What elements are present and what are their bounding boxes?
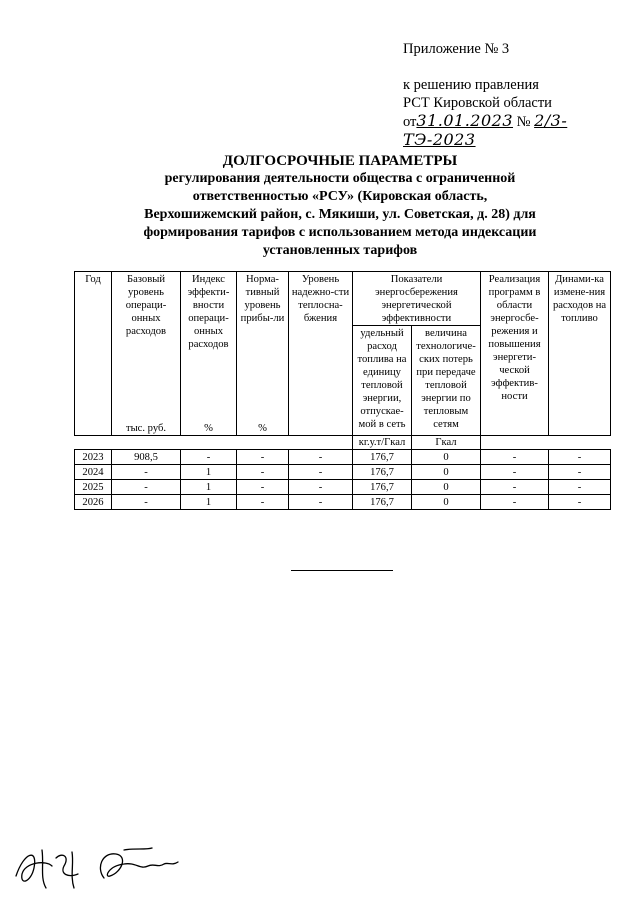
header-programs: Реализация программ в области энергосбе-режения и повышения энергети-ческой эффектив-ности	[481, 272, 549, 436]
cell-norm: -	[237, 465, 289, 480]
units-row-2	[75, 436, 611, 450]
signature-2	[100, 848, 178, 878]
cell-losses: 0	[412, 480, 481, 495]
cell-year: 2025	[75, 480, 112, 495]
title-main: ДОЛГОСРОЧНЫЕ ПАРАМЕТРЫ	[222, 153, 458, 169]
date-prefix: от	[403, 114, 417, 130]
table-row	[75, 495, 611, 510]
cell-year: 2023	[75, 450, 112, 465]
appendix-spacer	[403, 58, 623, 76]
header-fuel-dynamics: Динами-ка измене-ния расходов на топливо	[549, 272, 611, 436]
cell-norm: -	[237, 480, 289, 495]
header-heat-losses: величина технологиче-ских потерь при передаче тепловой энергии по тепловым сетям	[412, 326, 481, 436]
signature-1	[16, 850, 78, 888]
unit-base: тыс. руб.	[112, 422, 181, 436]
title-line-4: формирования тарифов с использованием метода индексации	[143, 225, 537, 240]
cell-fuel: 176,7	[353, 495, 412, 510]
cell-index: 1	[181, 465, 237, 480]
cell-programs: -	[481, 480, 549, 495]
unit-index: %	[181, 422, 237, 436]
cell-year: 2026	[75, 495, 112, 510]
table-row	[75, 480, 611, 495]
cell-programs: -	[481, 495, 549, 510]
table-row	[75, 450, 611, 465]
header-year: Год	[75, 272, 112, 423]
title-line-3: Верхошижемский район, с. Мякиши, ул. Советская, д. 28) для	[144, 207, 536, 222]
cell-dynamics: -	[549, 450, 611, 465]
appendix-block	[403, 40, 623, 150]
cell-fuel: 176,7	[353, 465, 412, 480]
cell-index: 1	[181, 495, 237, 510]
cell-base: -	[112, 495, 181, 510]
title-line-2: ответственностью «РСУ» (Кировская область,	[192, 189, 488, 204]
table-row	[75, 465, 611, 480]
appendix-line-2: РСТ Кировской области	[403, 95, 552, 111]
cell-programs: -	[481, 450, 549, 465]
header-row-1	[75, 272, 611, 326]
cell-fuel: 176,7	[353, 480, 412, 495]
cell-base: 908,5	[112, 450, 181, 465]
title-line-5: установленных тарифов	[262, 243, 418, 258]
cell-reliability: -	[289, 495, 353, 510]
cell-losses: 0	[412, 450, 481, 465]
cell-norm: -	[237, 495, 289, 510]
cell-base: -	[112, 480, 181, 495]
cell-programs: -	[481, 465, 549, 480]
cell-fuel: 176,7	[353, 450, 412, 465]
cell-dynamics: -	[549, 465, 611, 480]
appendix-line-1: к решению правления	[403, 77, 539, 93]
unit-losses: Гкал	[412, 436, 481, 450]
header-norm-profit: Норма-тивный уровень прибы-ли	[237, 272, 289, 423]
number-prefix: №	[516, 114, 531, 130]
header-fuel-consumption: удельный расход топлива на единицу тепловой энергии, отпускае-мой в сеть	[353, 326, 412, 436]
title-line-1: регулирования деятельности общества с ограниченной	[164, 171, 516, 186]
end-line	[291, 570, 393, 571]
cell-base: -	[112, 465, 181, 480]
cell-losses: 0	[412, 495, 481, 510]
unit-norm: %	[237, 422, 289, 436]
document-title	[100, 152, 580, 260]
cell-losses: 0	[412, 465, 481, 480]
cell-reliability: -	[289, 465, 353, 480]
unit-fuel: кг.у.т/Гкал	[353, 436, 412, 450]
appendix-date-line	[403, 112, 623, 150]
cell-reliability: -	[289, 480, 353, 495]
decision-date: 31.01.2023	[416, 111, 514, 130]
units-spacer	[75, 436, 353, 450]
header-energy-group: Показатели энергосбережения энергетической эффективности	[353, 272, 481, 326]
decision-number: 2/3-ТЭ-2023	[403, 111, 568, 149]
units-spacer-right	[481, 436, 611, 450]
appendix-label: Приложение № 3	[403, 41, 510, 57]
cell-index: 1	[181, 480, 237, 495]
cell-dynamics: -	[549, 480, 611, 495]
header-reliability: Уровень надежно-сти теплосна-бжения	[289, 272, 353, 436]
cell-dynamics: -	[549, 495, 611, 510]
cell-reliability: -	[289, 450, 353, 465]
parameters-table	[74, 271, 611, 510]
header-efficiency-index: Индекс эффекти-вности операци-онных расходов	[181, 272, 237, 423]
handwritten-signatures	[12, 838, 182, 894]
unit-year-empty	[75, 422, 112, 436]
cell-norm: -	[237, 450, 289, 465]
header-base-level: Базовый уровень операци-онных расходов	[112, 272, 181, 423]
cell-year: 2024	[75, 465, 112, 480]
cell-index: -	[181, 450, 237, 465]
